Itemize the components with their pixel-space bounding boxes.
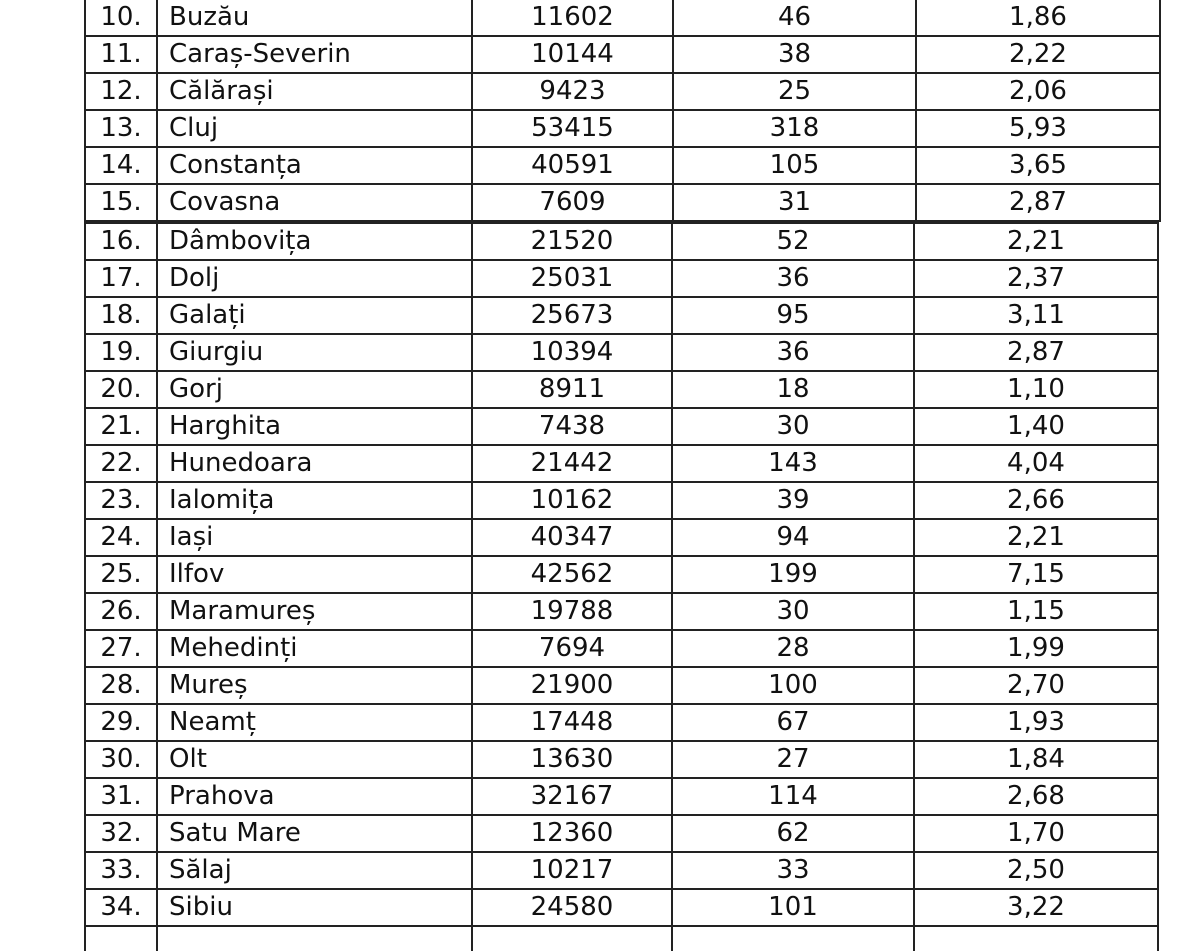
- value-ratio: 2,37: [914, 260, 1158, 297]
- value-ratio: 1,15: [914, 593, 1158, 630]
- value-ratio: 1,84: [914, 741, 1158, 778]
- value-ratio: 5,93: [916, 110, 1160, 147]
- table-row: [85, 778, 1158, 815]
- row-number: 18.: [85, 297, 157, 334]
- row-number: 30.: [85, 741, 157, 778]
- value-count: 33: [672, 852, 914, 889]
- value-ratio: 2,66: [914, 482, 1158, 519]
- county-name: Maramureș: [157, 593, 472, 630]
- value-ratio: 1,86: [916, 0, 1160, 36]
- value-count: 199: [672, 556, 914, 593]
- row-number: 12.: [85, 73, 157, 110]
- value-total: 32167: [472, 778, 672, 815]
- value-total: 25673: [472, 297, 672, 334]
- row-number: 28.: [85, 667, 157, 704]
- value-ratio: 1,93: [914, 704, 1158, 741]
- row-number: 25.: [85, 556, 157, 593]
- value-ratio: 2,21: [914, 223, 1158, 260]
- row-number: 27.: [85, 630, 157, 667]
- county-name: Neamț: [157, 704, 472, 741]
- county-name: Sibiu: [157, 889, 472, 926]
- value-total: 10162: [472, 482, 672, 519]
- row-number: 11.: [85, 36, 157, 73]
- value-count: 101: [672, 889, 914, 926]
- value-count: 67: [672, 704, 914, 741]
- row-number: 29.: [85, 704, 157, 741]
- row-number: 14.: [85, 147, 157, 184]
- value-count: 114: [672, 778, 914, 815]
- value-count: 18: [672, 371, 914, 408]
- value-ratio: 2,87: [916, 184, 1160, 221]
- value-ratio: 2,06: [916, 73, 1160, 110]
- value-count: 31: [673, 184, 916, 221]
- table-row: [85, 815, 1158, 852]
- table-row: [85, 408, 1158, 445]
- county-name: Giurgiu: [157, 334, 472, 371]
- value-ratio: 7,15: [914, 556, 1158, 593]
- value-ratio: 2,21: [914, 519, 1158, 556]
- value-total: 25031: [472, 260, 672, 297]
- value-total: 21442: [472, 445, 672, 482]
- table-row: [85, 482, 1158, 519]
- county-name: Caraș-Severin: [157, 36, 472, 73]
- value-count: 318: [673, 110, 916, 147]
- value-total: 21900: [472, 667, 672, 704]
- value-count: 36: [672, 260, 914, 297]
- table-row: [85, 36, 1160, 73]
- value-ratio: 1,10: [914, 371, 1158, 408]
- value-ratio: 2,70: [914, 667, 1158, 704]
- county-name: Sălaj: [157, 852, 472, 889]
- value-count: 94: [672, 519, 914, 556]
- value-count: 100: [672, 667, 914, 704]
- county-name: Ilfov: [157, 556, 472, 593]
- table-row: [85, 556, 1158, 593]
- county-name: Hunedoara: [157, 445, 472, 482]
- value-ratio: 2,68: [914, 778, 1158, 815]
- county-name: Covasna: [157, 184, 472, 221]
- table-row: [85, 184, 1160, 221]
- row-number: 31.: [85, 778, 157, 815]
- value-total: 7609: [472, 184, 673, 221]
- table-row: [85, 519, 1158, 556]
- value-count: 38: [673, 36, 916, 73]
- county-name: Ialomița: [157, 482, 472, 519]
- row-number: 24.: [85, 519, 157, 556]
- value-total: 21520: [472, 223, 672, 260]
- table-row: [85, 147, 1160, 184]
- row-number: 13.: [85, 110, 157, 147]
- value-ratio: 2,22: [916, 36, 1160, 73]
- row-number: 20.: [85, 371, 157, 408]
- value-total: 53415: [472, 110, 673, 147]
- row-number: 32.: [85, 815, 157, 852]
- value-ratio: 2,87: [914, 334, 1158, 371]
- county-name: Dâmbovița: [157, 223, 472, 260]
- value-ratio: 1,40: [914, 408, 1158, 445]
- row-number: 15.: [85, 184, 157, 221]
- county-name: Harghita: [157, 408, 472, 445]
- value-total: 9423: [472, 73, 673, 110]
- row-number: 10.: [85, 0, 157, 36]
- value-total: 8911: [472, 371, 672, 408]
- table-row: [85, 334, 1158, 371]
- county-name: Călărași: [157, 73, 472, 110]
- table-row: [85, 667, 1158, 704]
- value-count: 95: [672, 297, 914, 334]
- table-row: [85, 260, 1158, 297]
- row-number: 33.: [85, 852, 157, 889]
- county-name: Constanța: [157, 147, 472, 184]
- value-total: 7694: [472, 630, 672, 667]
- county-table-top: [84, 0, 1161, 222]
- county-name: Dolj: [157, 260, 472, 297]
- county-name: Satu Mare: [157, 815, 472, 852]
- county-name: Cluj: [157, 110, 472, 147]
- table-row: [85, 73, 1160, 110]
- value-total: [472, 926, 672, 951]
- value-total: 11602: [472, 0, 673, 36]
- value-count: 52: [672, 223, 914, 260]
- value-total: 19788: [472, 593, 672, 630]
- row-number: 21.: [85, 408, 157, 445]
- value-total: 13630: [472, 741, 672, 778]
- value-total: 24580: [472, 889, 672, 926]
- value-ratio: 4,04: [914, 445, 1158, 482]
- value-ratio: 3,11: [914, 297, 1158, 334]
- value-ratio: 1,70: [914, 815, 1158, 852]
- row-number: 23.: [85, 482, 157, 519]
- value-total: 40591: [472, 147, 673, 184]
- table-row: [85, 741, 1158, 778]
- value-ratio: [914, 926, 1158, 951]
- table-row: [85, 0, 1160, 36]
- county-name: Mureș: [157, 667, 472, 704]
- value-total: 10217: [472, 852, 672, 889]
- county-name: Prahova: [157, 778, 472, 815]
- row-number: 22.: [85, 445, 157, 482]
- table-row: [85, 852, 1158, 889]
- value-total: 17448: [472, 704, 672, 741]
- row-number: 19.: [85, 334, 157, 371]
- value-ratio: 2,50: [914, 852, 1158, 889]
- value-total: 7438: [472, 408, 672, 445]
- row-number: 26.: [85, 593, 157, 630]
- value-count: 62: [672, 815, 914, 852]
- value-count: 30: [672, 408, 914, 445]
- value-ratio: 1,99: [914, 630, 1158, 667]
- county-name: Buzău: [157, 0, 472, 36]
- table-row: [85, 371, 1158, 408]
- value-count: 46: [673, 0, 916, 36]
- county-name: Mehedinți: [157, 630, 472, 667]
- value-total: 12360: [472, 815, 672, 852]
- value-count: [672, 926, 914, 951]
- row-number: [85, 926, 157, 951]
- table-row: [85, 223, 1158, 260]
- value-count: 39: [672, 482, 914, 519]
- value-count: 30: [672, 593, 914, 630]
- value-count: 25: [673, 73, 916, 110]
- table-row: [85, 297, 1158, 334]
- value-total: 10144: [472, 36, 673, 73]
- value-count: 105: [673, 147, 916, 184]
- value-count: 36: [672, 334, 914, 371]
- table-row: [85, 630, 1158, 667]
- table-row: [85, 704, 1158, 741]
- value-total: 10394: [472, 334, 672, 371]
- row-number: 16.: [85, 223, 157, 260]
- county-name: Olt: [157, 741, 472, 778]
- value-count: 27: [672, 741, 914, 778]
- value-ratio: 3,22: [914, 889, 1158, 926]
- value-ratio: 3,65: [916, 147, 1160, 184]
- table-row: [85, 593, 1158, 630]
- value-total: 40347: [472, 519, 672, 556]
- value-count: 143: [672, 445, 914, 482]
- county-name: [157, 926, 472, 951]
- table-row-partial: [85, 926, 1158, 951]
- table-row: [85, 445, 1158, 482]
- table-row: [85, 110, 1160, 147]
- county-name: Gorj: [157, 371, 472, 408]
- value-count: 28: [672, 630, 914, 667]
- row-number: 34.: [85, 889, 157, 926]
- value-total: 42562: [472, 556, 672, 593]
- county-table-bottom: [84, 222, 1159, 951]
- county-name: Galați: [157, 297, 472, 334]
- table-row: [85, 889, 1158, 926]
- county-name: Iași: [157, 519, 472, 556]
- row-number: 17.: [85, 260, 157, 297]
